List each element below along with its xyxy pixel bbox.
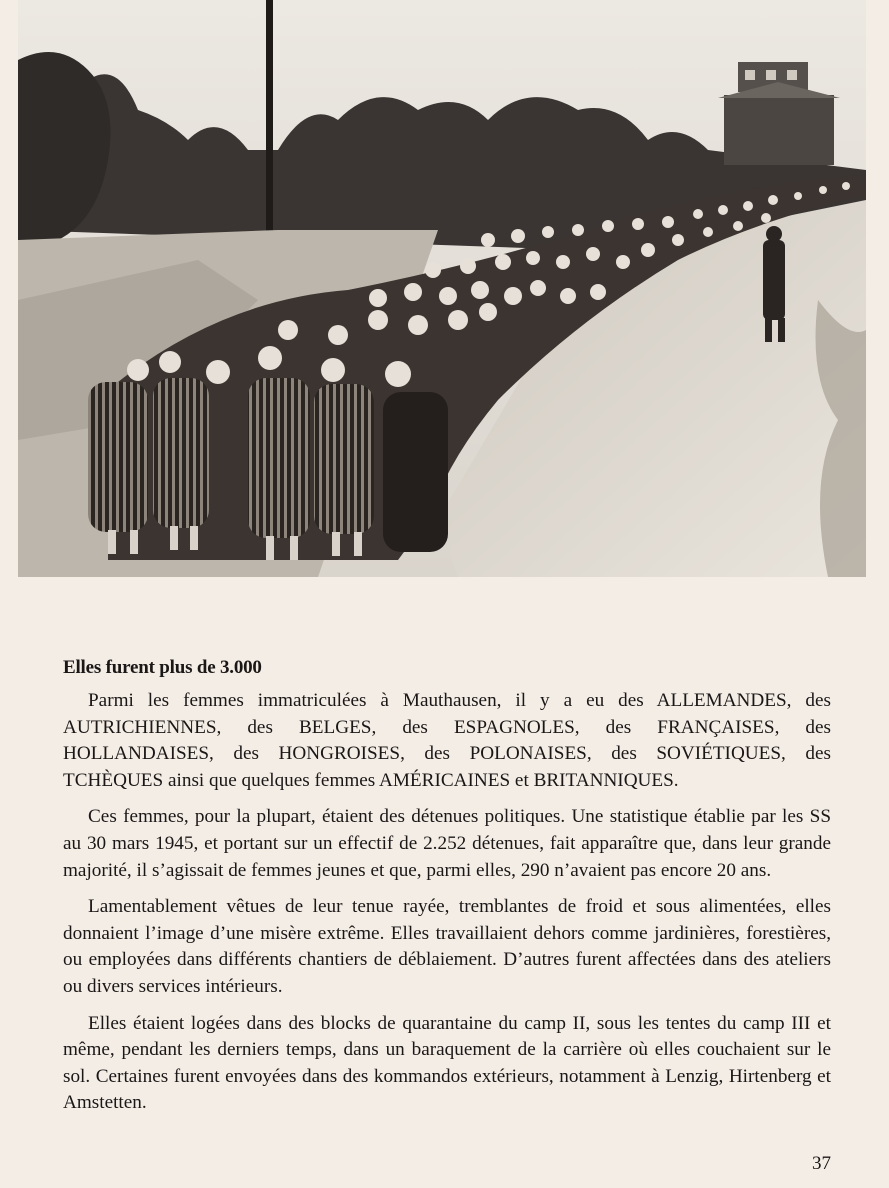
photo-illustration	[18, 0, 866, 577]
paragraph: Elles étaient logées dans des blocks de quarantaine du camp II, sous les tentes du camp III et même, pendant les derniers temps, dans un baraquement de la carrière où elles couchaient sur le sol. Certaines furent envoyées dans des kommandos extérieurs, notamment à Lenzig, Hirtenberg et Amstetten.	[63, 1012, 831, 1114]
paragraph: Parmi les femmes immatriculées à Mauthausen, il y a eu des ALLEMANDES, des AUTRICHIENNES, des BELGES, des ESPAGNOLES, des FRANÇAISES, des HOLLANDAISES, des HONGROISES, des POLONAISES, des SOVIÉTIQUES, des TCHÈQUES ainsi que quelques femmes AMÉRICAINES et BRITANNIQUES.	[63, 690, 831, 791]
paragraph: Ces femmes, pour la plupart, étaient des détenues politiques. Une statistique établie par les SS au 30 mars 1945, et portant sur un effectif de 2.252 détenues, fait apparaître que, dans leur grande majorité, il s’agissait de femmes jeunes et que, parmi elles, 290 n’avaient pas encore 20 ans.	[63, 806, 831, 881]
paragraph: Lamentablement vêtues de leur tenue rayée, tremblantes de froid et sous alimentées, elles donnaient l’image d’une misère extrême. Elles travaillaient dehors comme jardinières, forestières, ou employées dans différents chantiers de déblaiement. D’autres furent affectées dans des ateliers ou divers services intérieurs.	[63, 896, 831, 997]
archival-photo	[18, 0, 866, 577]
article-body	[63, 688, 831, 1127]
article-heading: Elles furent plus de 3.000	[63, 657, 262, 678]
page-number: 37	[812, 1153, 831, 1174]
